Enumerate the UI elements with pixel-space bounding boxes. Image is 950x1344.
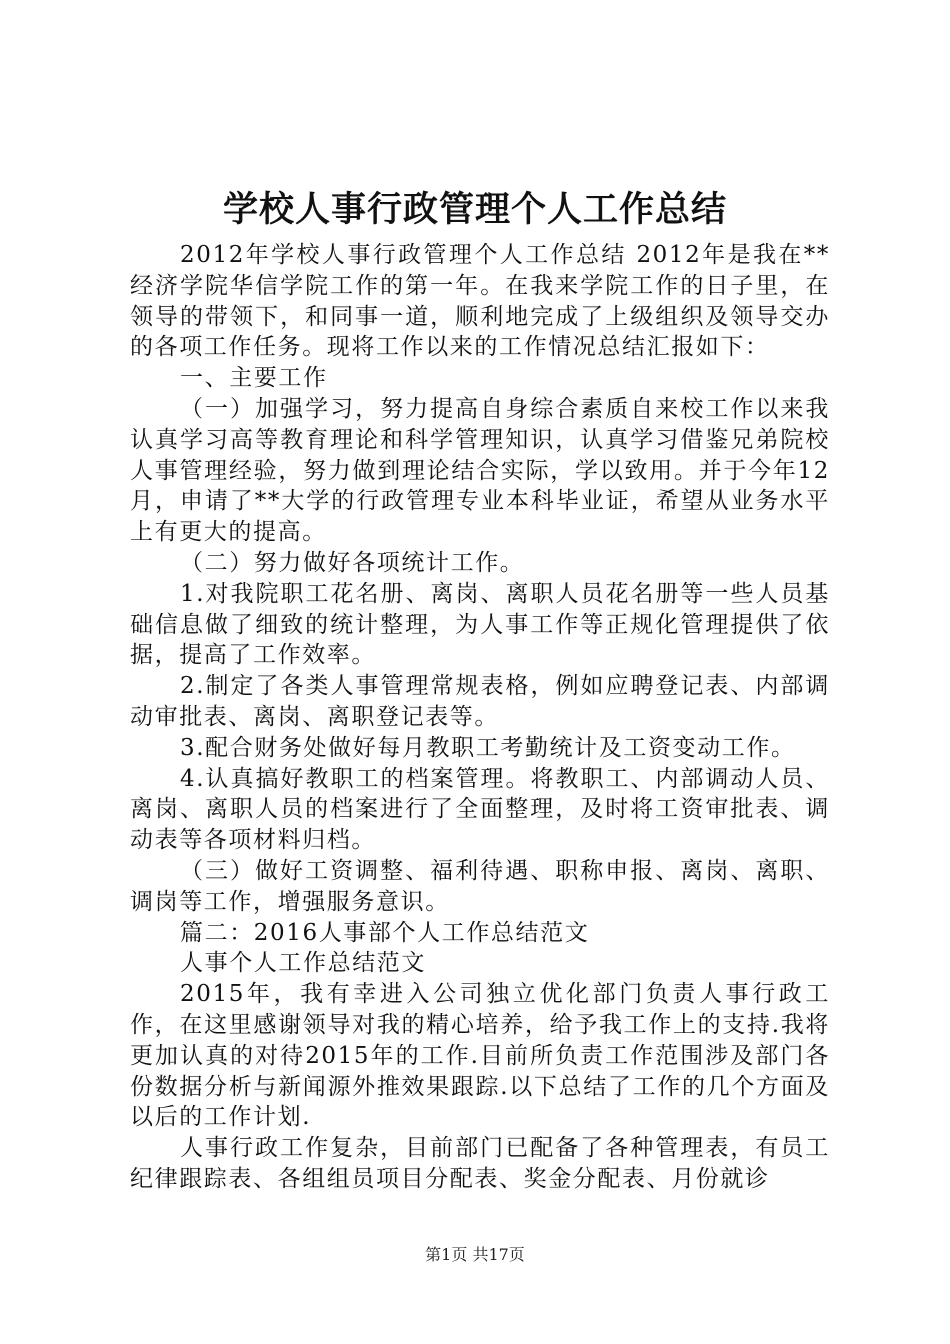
section-heading-part-two: 篇二：2016人事部个人工作总结范文 (180, 919, 590, 946)
paragraph-item-3: 3.配合财务处做好每月教职工考勤统计及工资变动工作。 (180, 734, 796, 761)
paragraph-admin-work: 人事行政工作复杂，目前部门已配备了各种管理表，有员工纪律跟踪表、各组组员项目分配表、奖金分配表、月份就诊 (130, 1135, 830, 1192)
page-number-footer: 第1页 共17页 (425, 1245, 525, 1264)
paragraph-statistics-heading: （二）努力做好各项统计工作。 (180, 549, 525, 576)
paragraph-item-2: 2.制定了各类人事管理常规表格，例如应聘登记表、内部调动审批表、离岗、离职登记表等。 (130, 673, 830, 730)
paragraph-study: （一）加强学习，努力提高自身综合素质自来校工作以来我认真学习高等教育理论和科学管理知识，认真学习借鉴兄弟院校人事管理经验，努力做到理论结合实际，学以致用。并于今年12月，申请了**大学的行政管理专业本科毕业证，希望从业务水平上有更大的提高。 (130, 395, 830, 546)
paragraph-salary: （三）做好工资调整、福利待遇、职称申报、离岗、离职、调岗等工作，增强服务意识。 (130, 857, 830, 915)
paragraph-item-1: 1.对我院职工花名册、离岗、离职人员花名册等一些人员基础信息做了细致的统计整理，为人事工作等正规化管理提供了依据，提高了工作效率。 (130, 580, 830, 669)
document-title: 学校人事行政管理个人工作总结 (222, 189, 727, 230)
section-heading-main-work: 一、主要工作 (180, 365, 328, 392)
paragraph-item-4: 4.认真搞好教职工的档案管理。将教职工、内部调动人员、离岗、离职人员的档案进行了全面整理，及时将工资审批表、调动表等各项材料归档。 (130, 765, 830, 854)
paragraph-2015: 2015年，我有幸进入公司独立优化部门负责人事行政工作，在这里感谢领导对我的精心培养，给予我工作上的支持.我将更加认真的对待2015年的工作.目前所负责工作范围涉及部门各份数据分析与新闻源外推效果跟踪.以下总结了工作的几个方面及以后的工作计划. (130, 981, 830, 1131)
document-body (130, 240, 830, 1195)
subtitle-sample: 人事个人工作总结范文 (180, 950, 426, 977)
paragraph-intro: 2012年学校人事行政管理个人工作总结 2012年是我在**经济学院华信学院工作的第一年。在我来学院工作的日子里，在领导的带领下，和同事一道，顺利地完成了上级组织及领导交办的各项工作任务。现将工作以来的工作情况总结汇报如下： (130, 242, 830, 361)
